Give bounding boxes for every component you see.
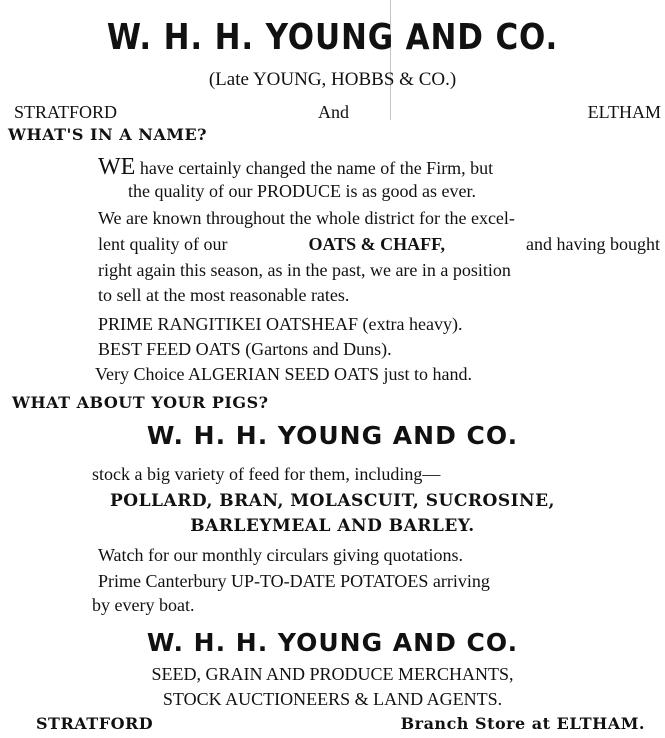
firm-name-mid: W. H. H. YOUNG AND CO. bbox=[146, 421, 519, 450]
para1-line1 bbox=[98, 155, 493, 179]
feeds-line-2: BARLEYMEAL AND BARLEY. bbox=[190, 516, 475, 536]
product-item-1: PRIME RANGITIKEI OATSHEAF (extra heavy). bbox=[98, 314, 463, 334]
product-item-3: Very Choice ALGERIAN SEED OATS just to hand. bbox=[95, 364, 472, 384]
para2-line4: to sell at the most reasonable rates. bbox=[98, 285, 350, 305]
para1-line2-a: the quality of our bbox=[128, 181, 253, 201]
oats-chaff-word: OATS & CHAFF, bbox=[308, 234, 445, 254]
para1-line1-text: have certainly changed the name of the Firm, but bbox=[139, 158, 494, 178]
trade-line-1: SEED, GRAIN AND PRODUCE MERCHANTS, bbox=[151, 664, 514, 684]
footer-branch-eltham: Branch Store at ELTHAM. bbox=[400, 714, 645, 733]
place-eltham: ELTHAM bbox=[587, 102, 661, 122]
potatoes-line-1: Prime Canterbury UP-TO-DATE POTATOES arriving bbox=[98, 571, 490, 591]
para2-line2-b: and having bought bbox=[526, 234, 660, 254]
para2-line2 bbox=[98, 235, 660, 253]
pigs-intro: stock a big variety of feed for them, including— bbox=[92, 464, 441, 484]
footer-stratford: STRATFORD bbox=[36, 714, 154, 733]
firm-title: W. H. H. YOUNG AND CO. bbox=[106, 17, 559, 58]
firm-name-footer: W. H. H. YOUNG AND CO. bbox=[146, 628, 519, 657]
potatoes-line-2: by every boat. bbox=[92, 595, 195, 615]
para2-line3: right again this season, as in the past, we are in a position bbox=[98, 260, 511, 280]
place-and: And bbox=[318, 102, 349, 122]
trade-line-2: STOCK AUCTIONEERS & LAND AGENTS. bbox=[162, 689, 503, 709]
para2-line1: We are known throughout the whole district for the excel- bbox=[98, 208, 515, 228]
product-item-2: BEST FEED OATS (Gartons and Duns). bbox=[98, 339, 392, 359]
produce-word: PRODUCE bbox=[256, 181, 341, 201]
feeds-line-1: POLLARD, BRAN, MOLASCUIT, SUCROSINE, bbox=[110, 491, 555, 511]
late-name: (Late YOUNG, HOBBS & CO.) bbox=[208, 69, 457, 90]
para1-line2-b: is as good as ever. bbox=[345, 181, 476, 201]
section-heading-name: WHAT'S IN A NAME? bbox=[8, 125, 208, 144]
para1-line2 bbox=[128, 182, 476, 200]
para2-line2-a: lent quality of our bbox=[98, 234, 228, 254]
dropcap: WE bbox=[98, 154, 136, 180]
circulars-line: Watch for our monthly circulars giving quotations. bbox=[98, 545, 463, 565]
place-stratford: STRATFORD bbox=[14, 102, 118, 122]
section-heading-pigs: WHAT ABOUT YOUR PIGS? bbox=[12, 393, 269, 412]
